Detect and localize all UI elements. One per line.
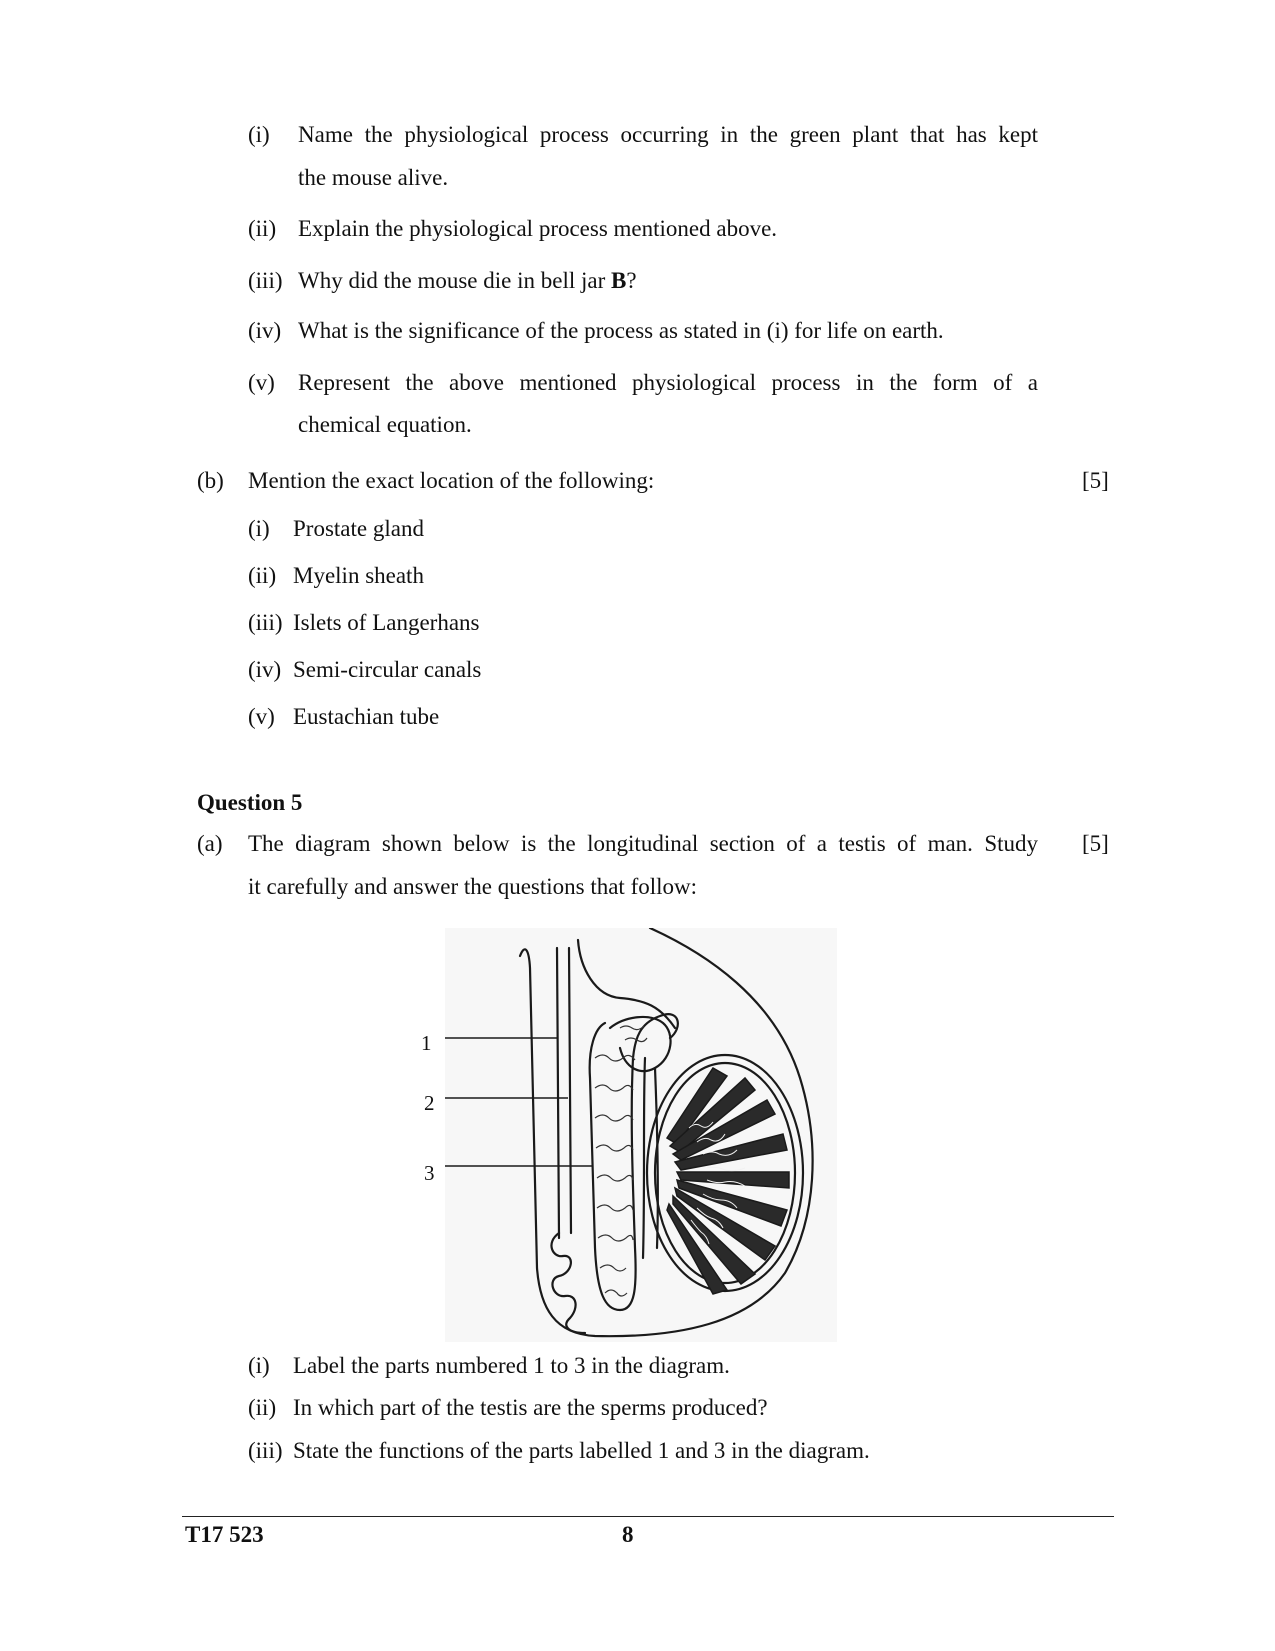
part-b-prompt: Mention the exact location of the following: <box>248 468 655 493</box>
item-text: Explain the physiological process mentioned above. <box>298 216 778 241</box>
item-text: Eustachian tube <box>293 704 440 729</box>
item-text-part: ? <box>626 268 637 293</box>
item-number: (iii) <box>248 268 283 293</box>
question-heading: Question 5 <box>197 790 303 815</box>
item-text-bold: B <box>610 268 627 293</box>
item-text: In which part of the testis are the sperms produced? <box>293 1395 768 1420</box>
item-number: (i) <box>248 1353 270 1378</box>
part-label: (b) <box>197 468 224 493</box>
item-text: Semi-circular canals <box>293 657 482 682</box>
part-a-prompt-continued: it carefully and answer the questions that follow: <box>248 874 698 899</box>
item-number: (iii) <box>248 1438 283 1463</box>
diagram-label-2: 2 <box>424 1091 435 1115</box>
item-text: Label the parts numbered 1 to 3 in the diagram. <box>293 1353 730 1378</box>
item-text: State the functions of the parts labelled 1 and 3 in the diagram. <box>293 1438 870 1463</box>
item-number: (ii) <box>248 1395 277 1420</box>
footer-rule <box>182 1516 1114 1517</box>
diagram-label-3: 3 <box>424 1161 435 1185</box>
item-number: (iv) <box>248 318 282 343</box>
item-number: (i) <box>248 516 270 541</box>
testis-section-diagram <box>445 928 837 1342</box>
item-number: (i) <box>248 122 270 147</box>
part-a-prompt: The diagram shown below is the longitudinal section of a testis of man. Study <box>248 831 1038 856</box>
item-number: (v) <box>248 704 275 729</box>
item-number: (ii) <box>248 563 277 588</box>
item-text-part: Why did the mouse die in bell jar <box>298 268 611 293</box>
diagram-label-1: 1 <box>421 1031 432 1055</box>
part-label: (a) <box>197 831 223 856</box>
item-text: Represent the above mentioned physiological process in the form of a <box>298 370 1038 395</box>
item-number: (ii) <box>248 216 277 241</box>
item-number: (v) <box>248 370 275 395</box>
item-text: What is the significance of the process as stated in (i) for life on earth. <box>298 318 944 343</box>
item-text: Myelin sheath <box>293 563 424 588</box>
item-number: (iv) <box>248 657 282 682</box>
page-number: 8 <box>622 1522 634 1547</box>
item-text <box>298 268 637 294</box>
marks: [5] <box>1082 831 1109 856</box>
item-text: Prostate gland <box>293 516 424 541</box>
item-number: (iii) <box>248 610 283 635</box>
item-text-continued: the mouse alive. <box>298 165 449 190</box>
item-text-continued: chemical equation. <box>298 412 472 437</box>
item-text: Name the physiological process occurring in the green plant that has kept <box>298 122 1038 147</box>
item-text: Islets of Langerhans <box>293 610 480 635</box>
paper-code: T17 523 <box>185 1522 264 1547</box>
marks: [5] <box>1082 468 1109 493</box>
